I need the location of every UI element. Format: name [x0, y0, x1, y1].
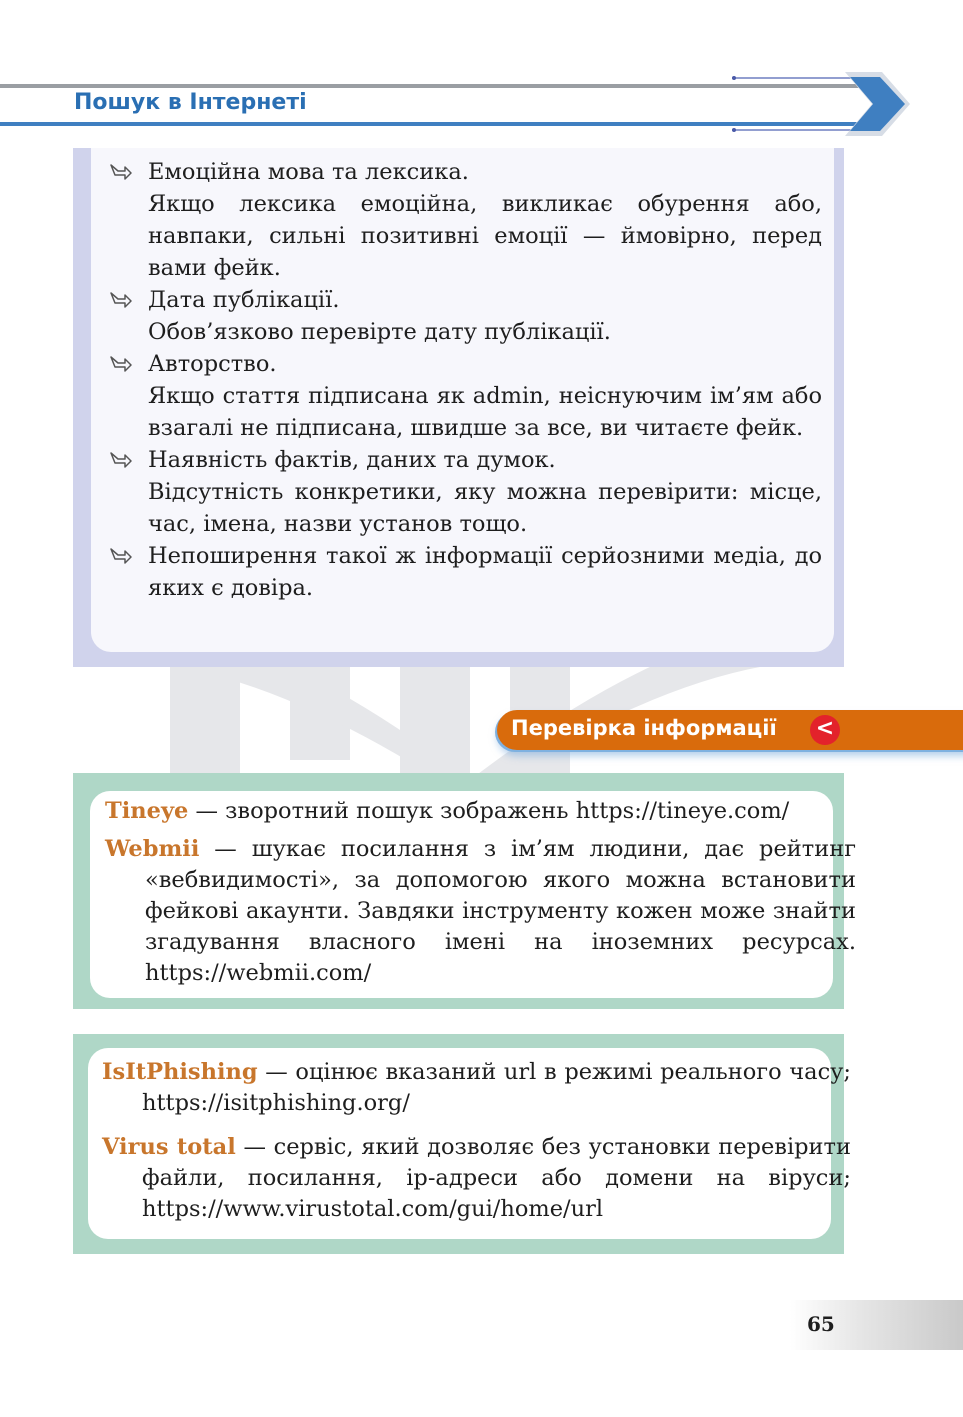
hollow-arrow-icon — [109, 163, 133, 183]
list-item — [109, 348, 822, 444]
hollow-arrow-icon — [109, 451, 133, 471]
hollow-arrow-icon — [109, 291, 133, 311]
criterion-description: Відсутність конкретики, яку можна перевірити: місце, час, імена, назви установ тощо. — [148, 479, 822, 537]
chevron-left-icon: < — [810, 715, 840, 745]
tool-description: — сервіс, який дозволяє без установки перевірити файли, посилання, ip-адреси або домени на віруси; https://www.virustotal.com/gui/home/url — [142, 1134, 851, 1222]
tool-entry-virustotal — [102, 1132, 851, 1225]
tool-description: — зворотний пошук зображень https://tineye.com/ — [188, 798, 790, 824]
criterion-title: Непоширення такої ж інформації серйозними медіа, до яких є довіра. — [148, 543, 822, 601]
criterion-title: Наявність фактів, даних та думок. — [148, 447, 556, 473]
criteria-list — [109, 156, 822, 604]
criterion-title: Авторство. — [148, 351, 277, 377]
tool-description: — оцінює вказаний url в режимі реального часу; https://isitphishing.org/ — [142, 1059, 851, 1116]
criterion-description: Обов’язково перевірте дату публікації. — [148, 319, 611, 345]
list-item — [109, 540, 822, 604]
tool-entry-webmii — [105, 834, 856, 989]
criterion-title: Емоційна мова та лексика. — [148, 159, 469, 185]
list-item — [109, 156, 822, 284]
tool-name: Tineye — [105, 798, 189, 824]
criterion-description: Якщо стаття підписана як admin, неіснуючим ім’ям або взагалі не підписана, швидше за все, ви читаєте фейк. — [148, 383, 822, 441]
tool-name: Webmii — [105, 836, 200, 862]
tool-name: IsItPhishing — [102, 1059, 258, 1085]
tool-name: Virus total — [102, 1134, 236, 1160]
section-title: Перевірка інформації — [511, 716, 777, 740]
tool-entry-tineye — [105, 796, 856, 827]
tool-description: — шукає посилання з ім’ям людини, дає рейтинг «вебвидимості», за допомогою якого можна встановити фейкові акаунти. Завдяки інструменту кожен може знайти згадування власного імені на іноземних ресурсах. https://webmii.com/ — [145, 836, 856, 986]
section-ribbon — [497, 710, 963, 750]
criterion-title: Дата публікації. — [148, 287, 340, 313]
list-item — [109, 284, 822, 348]
hollow-arrow-icon — [109, 547, 133, 567]
hollow-arrow-icon — [109, 355, 133, 375]
tool-entry-isitphishing — [102, 1057, 851, 1119]
page-number: 65 — [807, 1312, 835, 1336]
chapter-title: Пошук в Інтернеті — [74, 90, 307, 115]
criterion-description: Якщо лексика емоційна, викликає обурення або, навпаки, сильні позитивні емоції — ймовірно, перед вами фейк. — [148, 191, 822, 281]
header-arrow-decoration — [710, 68, 915, 140]
list-item — [109, 444, 822, 540]
